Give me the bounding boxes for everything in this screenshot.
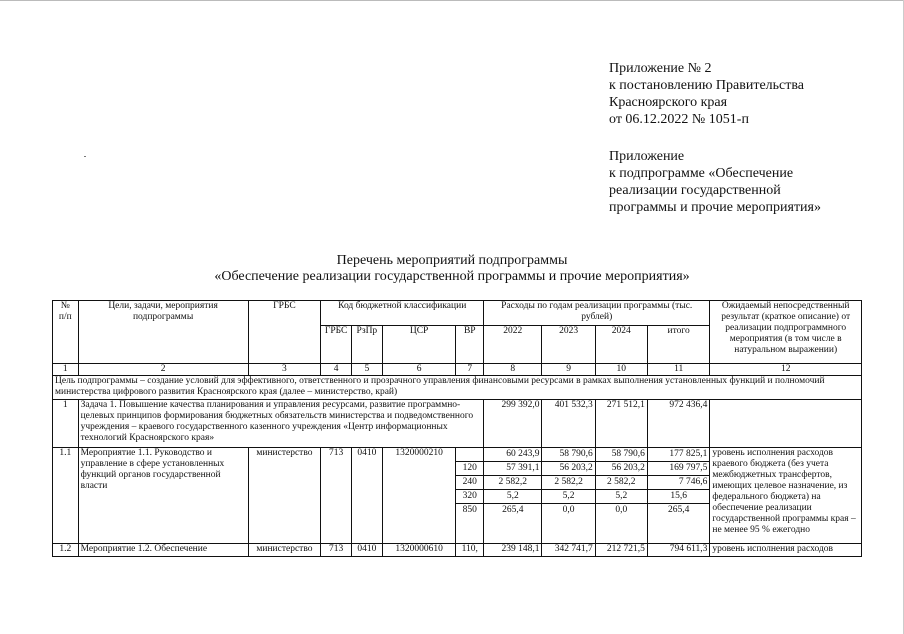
attachment-line: реализации государственной bbox=[609, 183, 781, 198]
appendix-line: Приложение № 2 bbox=[609, 61, 712, 76]
header-expenses: Расходы по годам реализации программы (тыс. рублей) bbox=[484, 301, 710, 326]
m11-2024-value: 56 203,2 bbox=[596, 461, 647, 475]
task1-2024: 271 512,1 bbox=[595, 400, 647, 448]
appendix-line: Красноярского края bbox=[609, 95, 728, 110]
m11-2023-value: 58 790,6 bbox=[559, 449, 593, 459]
col-number: 1 bbox=[53, 364, 79, 376]
header-2023: 2023 bbox=[542, 326, 595, 364]
m11-2022-value: 2 582,2 bbox=[484, 475, 541, 489]
m12-grbs: министерство bbox=[248, 544, 321, 557]
m12-row bbox=[53, 544, 862, 557]
column-numbers-row bbox=[53, 364, 862, 376]
col-number: 5 bbox=[352, 364, 383, 376]
m11-2022-value: 5,2 bbox=[484, 489, 541, 503]
col-number: 11 bbox=[647, 364, 709, 376]
header-goals: Цели, задачи, мероприятия подпрограммы bbox=[78, 301, 248, 364]
m11-vr: 240 bbox=[456, 475, 483, 489]
col-number: 12 bbox=[710, 364, 862, 376]
m12-vr: 110, bbox=[456, 544, 484, 557]
task1-text: Задача 1. Повышение качества планирования и управления ресурсами, развитие программно-целевых принципов формирования бюджетных обязательств министерства и подведомственного учреждения – краевого государственного казенного учреждения «Центр информационных технологий Красноярского края» bbox=[78, 400, 484, 448]
m11-grbs: министерство bbox=[248, 448, 321, 544]
task1-total: 972 436,4 bbox=[647, 400, 709, 448]
m11-total-value: 169 797,5 bbox=[648, 461, 709, 475]
col-number: 4 bbox=[321, 364, 352, 376]
m12-2024: 212 721,5 bbox=[595, 544, 647, 557]
scan-speck bbox=[84, 156, 86, 157]
m11-grbs-code: 713 bbox=[321, 448, 352, 544]
m11-vr: 320 bbox=[456, 489, 483, 503]
m12-result: уровень исполнения расходов bbox=[710, 544, 862, 557]
header-2024: 2024 bbox=[595, 326, 647, 364]
m11-2024-value: 5,2 bbox=[596, 489, 647, 503]
m11-num: 1.1 bbox=[53, 448, 79, 544]
m11-total-value: 265,4 bbox=[648, 503, 709, 517]
m11-total-value: 15,6 bbox=[648, 489, 709, 503]
m11-2022-value: 57 391,1 bbox=[484, 461, 541, 475]
header-grbs: ГРБС bbox=[248, 301, 321, 364]
header-grbs-sub: ГРБС bbox=[321, 326, 352, 364]
m11-2023-value: 56 203,2 bbox=[542, 461, 594, 475]
col-number: 9 bbox=[542, 364, 595, 376]
m11-total-value: 7 746,6 bbox=[648, 475, 709, 489]
m11-row bbox=[53, 448, 862, 544]
m11-2024-value: 0,0 bbox=[596, 503, 647, 517]
m11-2022-value: 265,4 bbox=[484, 503, 541, 517]
m11-rzpr: 0410 bbox=[352, 448, 383, 544]
m12-grbs-code: 713 bbox=[321, 544, 352, 557]
m12-2023: 342 741,7 bbox=[542, 544, 595, 557]
scan-edge-top bbox=[0, 0, 904, 1]
header-2022: 2022 bbox=[484, 326, 542, 364]
m11-2023-value: 2 582,2 bbox=[542, 475, 594, 489]
header-num: № п/п bbox=[53, 301, 79, 364]
m11-text: Мероприятие 1.1. Руководство и управление в сфере установленных функций органов государственной власти bbox=[78, 448, 248, 544]
appendix-line: к постановлению Правительства bbox=[609, 78, 805, 93]
task1-result bbox=[710, 400, 862, 448]
m11-vr-cell bbox=[456, 448, 484, 544]
m12-num: 1.2 bbox=[53, 544, 79, 557]
m12-text: Мероприятие 1.2. Обеспечение bbox=[78, 544, 248, 557]
m11-csr: 1320000210 bbox=[382, 448, 456, 544]
m11-2023-value: 5,2 bbox=[542, 489, 594, 503]
col-number: 10 bbox=[595, 364, 647, 376]
attachment-header bbox=[609, 148, 821, 216]
task1-2022: 299 392,0 bbox=[484, 400, 542, 448]
col-number: 7 bbox=[456, 364, 484, 376]
document-subtitle: «Обеспечение реализации государственной программы и прочие мероприятия» bbox=[214, 269, 690, 284]
m11-result: уровень исполнения расходов краевого бюджета (без учета межбюджетных трансфертов, имеющих целевое назначение, из федерального бюджета) на обеспечение реализации государственной программы края – не менее 95 % ежегодно bbox=[710, 448, 862, 544]
document-title: Перечень мероприятий подпрограммы bbox=[336, 253, 568, 268]
header-csr: ЦСР bbox=[382, 326, 456, 364]
m11-2022-cell bbox=[484, 448, 542, 544]
m11-vr: 120 bbox=[456, 461, 483, 475]
attachment-line: Приложение bbox=[609, 149, 685, 164]
appendix-header bbox=[609, 60, 804, 128]
attachment-line: программы и прочие мероприятия» bbox=[609, 200, 821, 215]
col-number: 2 bbox=[78, 364, 248, 376]
header-row-1 bbox=[53, 301, 862, 326]
appendix-line: от 06.12.2022 № 1051-п bbox=[609, 112, 749, 127]
col-number: 6 bbox=[382, 364, 456, 376]
task1-num: 1 bbox=[53, 400, 79, 448]
m12-total: 794 611,3 bbox=[647, 544, 709, 557]
goal-row bbox=[53, 376, 862, 400]
header-total: итого bbox=[647, 326, 709, 364]
task1-row bbox=[53, 400, 862, 448]
m11-2024-cell bbox=[595, 448, 647, 544]
m11-vr: 850 bbox=[456, 503, 483, 517]
goal-text: Цель подпрограммы – создание условий для эффективного, ответственного и прозрачного управления финансовыми ресурсами в рамках выполнения установленных функций и полномочий министерства цифрового развития Красноярского края (далее – министерство, край) bbox=[53, 376, 862, 400]
m11-2023-value: 0,0 bbox=[542, 503, 594, 517]
header-result: Ожидаемый непосредственный результат (краткое описание) от реализации подпрограммного мероприятия (в том числе в натуральном выражении) bbox=[710, 301, 862, 364]
m12-2022: 239 148,1 bbox=[484, 544, 542, 557]
m11-total-cell bbox=[647, 448, 709, 544]
m12-rzpr: 0410 bbox=[352, 544, 383, 557]
task1-2023: 401 532,3 bbox=[542, 400, 595, 448]
activities-table bbox=[52, 300, 862, 557]
header-budget-class: Код бюджетной классификации bbox=[321, 301, 484, 326]
m11-vr bbox=[456, 448, 483, 461]
m11-2022-value: 60 243,9 bbox=[506, 449, 540, 459]
attachment-line: к подпрограмме «Обеспечение bbox=[609, 166, 794, 181]
header-rzpr: РзПр bbox=[352, 326, 383, 364]
m11-total-value: 177 825,1 bbox=[669, 449, 708, 459]
col-number: 3 bbox=[248, 364, 321, 376]
m11-2024-value: 58 790,6 bbox=[611, 449, 645, 459]
header-vr: ВР bbox=[456, 326, 484, 364]
m11-2023-cell bbox=[542, 448, 595, 544]
m12-csr: 1320000610 bbox=[382, 544, 456, 557]
col-number: 8 bbox=[484, 364, 542, 376]
m11-2024-value: 2 582,2 bbox=[596, 475, 647, 489]
